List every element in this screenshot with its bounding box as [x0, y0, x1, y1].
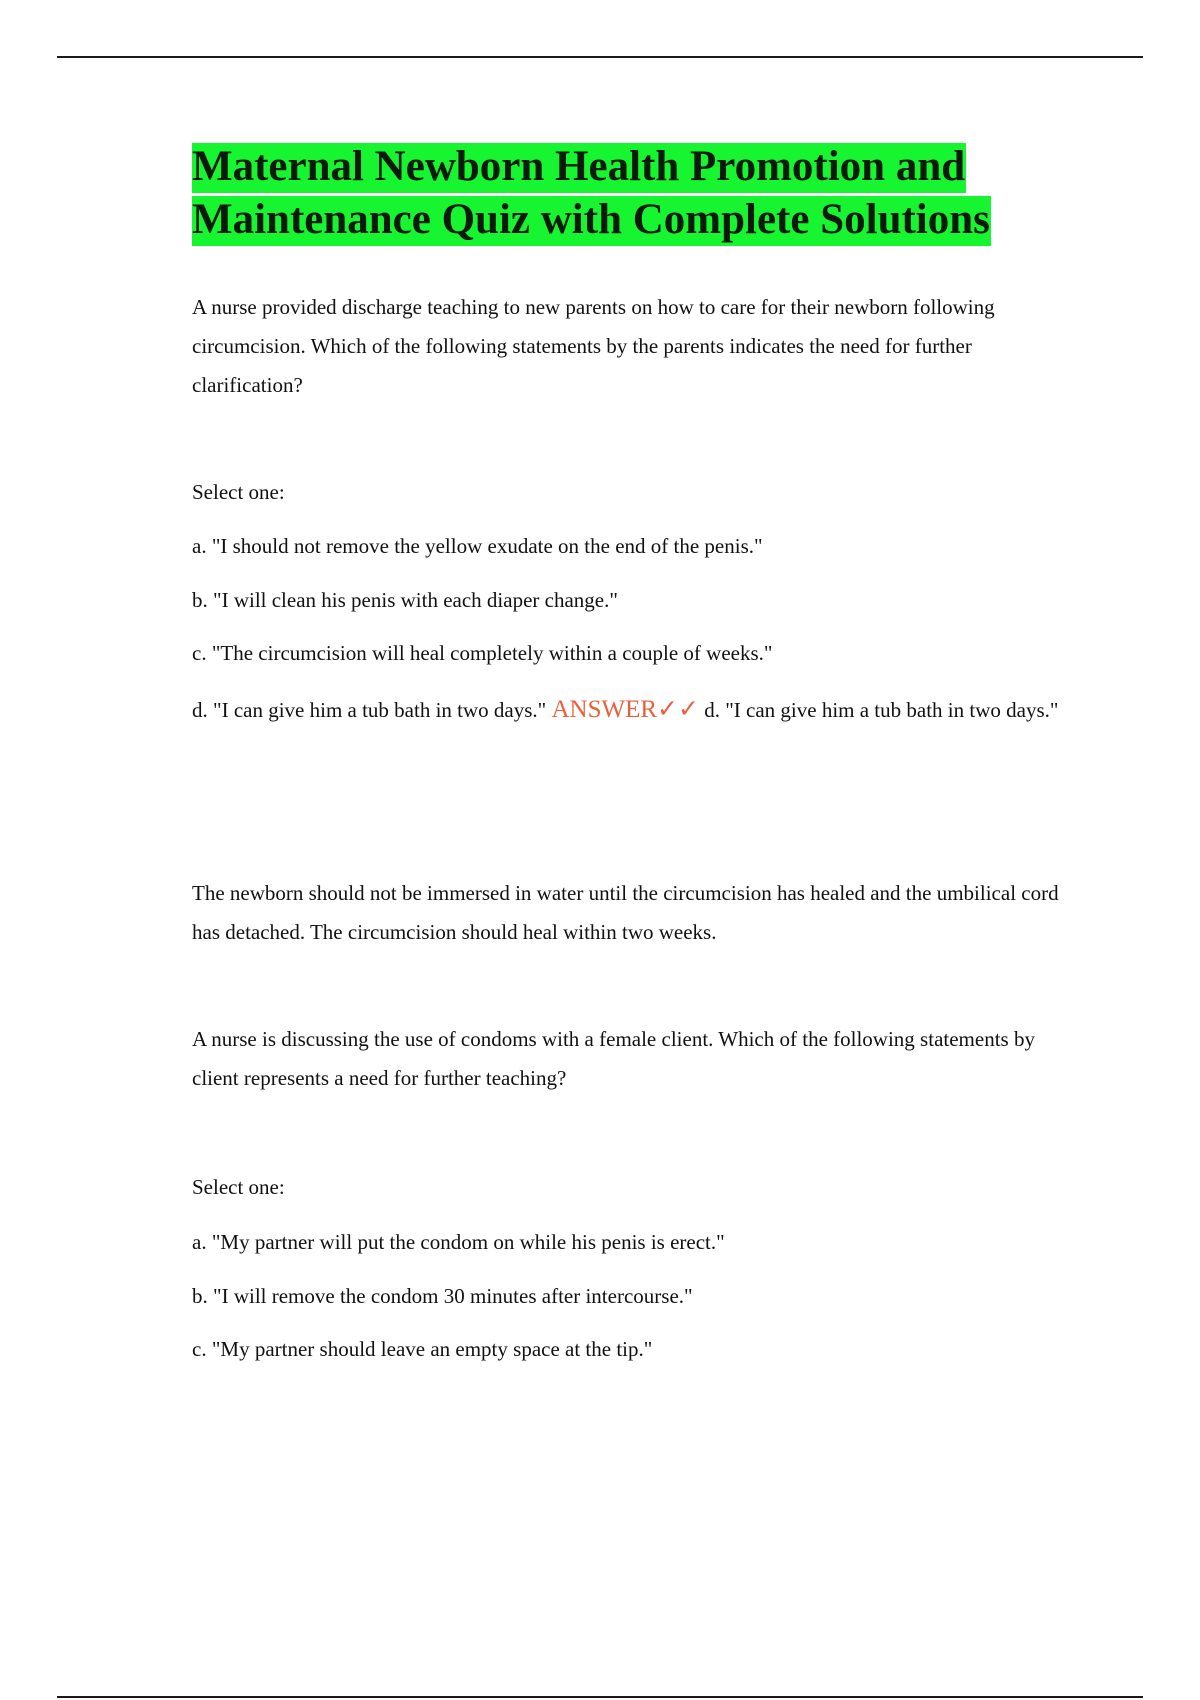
- footer-rule: [57, 1696, 1143, 1698]
- question-2-select-label: Select one:: [192, 1175, 285, 1199]
- question-2-stem: A nurse is discussing the use of condoms with a female client. Which of the following statements by client represents a need for further teaching?: [192, 1027, 1035, 1090]
- question-1-option-c: c. "The circumcision will heal completely within a couple of weeks.": [192, 641, 773, 665]
- question-2-option-c: c. "My partner should leave an empty space at the tip.": [192, 1337, 653, 1361]
- question-1-answer-text: d. "I can give him a tub bath in two days.": [704, 698, 1059, 722]
- document-title: [192, 140, 1072, 246]
- question-1-option-a: a. "I should not remove the yellow exudate on the end of the penis.": [192, 534, 763, 558]
- question-2-option-a: a. "My partner will put the condom on while his penis is erect.": [192, 1230, 725, 1254]
- question-2-option-b: b. "I will remove the condom 30 minutes after intercourse.": [192, 1284, 693, 1308]
- answer-marker: ANSWER✓✓: [551, 696, 699, 723]
- question-1-rationale: The newborn should not be immersed in water until the circumcision has healed and the umbilical cord has detached. The circumcision should heal within two weeks.: [192, 881, 1059, 944]
- question-1-option-d: d. "I can give him a tub bath in two days.": [192, 698, 547, 722]
- header-rule: [57, 56, 1143, 58]
- question-1-select-label: Select one:: [192, 480, 285, 504]
- title-line-1: Maternal Newborn Health Promotion and: [192, 143, 966, 193]
- question-1-stem: A nurse provided discharge teaching to new parents on how to care for their newborn following circumcision. Which of the following statements by the parents indicates the need for further clarification?: [192, 295, 995, 397]
- question-1-option-b: b. "I will clean his penis with each diaper change.": [192, 588, 618, 612]
- document-body: [192, 140, 1072, 1364]
- question-1-option-d-with-answer: [192, 688, 1072, 732]
- title-line-2: Maintenance Quiz with Complete Solutions: [192, 196, 991, 246]
